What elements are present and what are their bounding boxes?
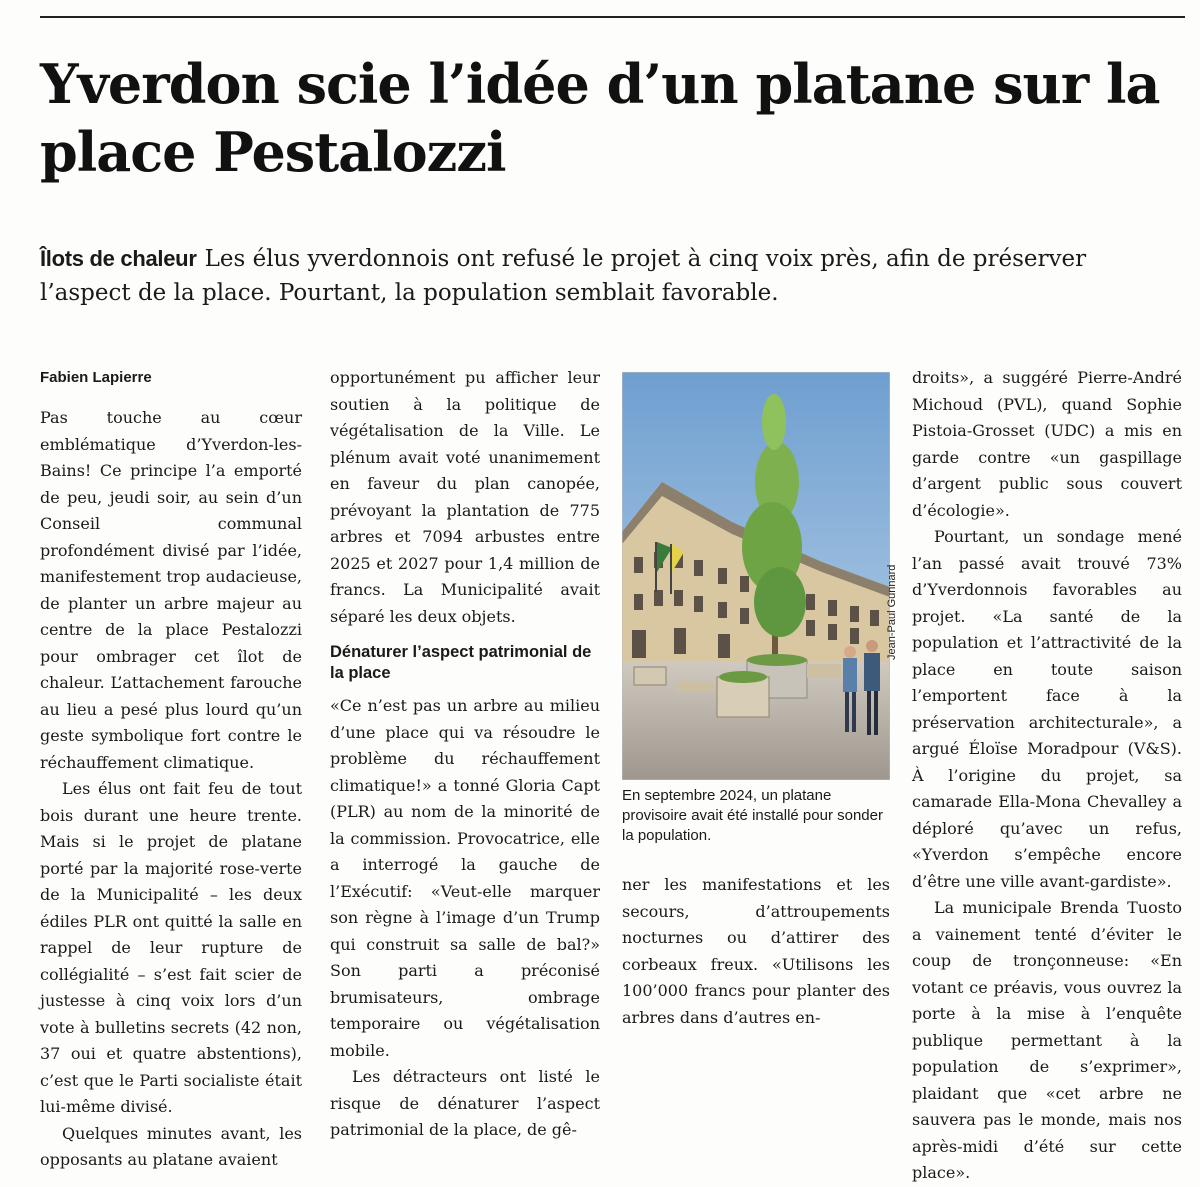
paragraph: Pas touche au cœur emblématique d’Yverdon-les-Bains! Ce principe l’a emporté de peu, jeudi soir, au sein d’un Conseil communal profondément divisé par l’idée, manifestement trop audacieuse, de planter un arbre majeur au centre de la place Pestalozzi pour ombrager cet îlot de chaleur. L’attachement farouche au lieu a pesé plus lourd qu’un geste symbolique fort contre le réchauffement climatique. — [40, 408, 302, 772]
paragraph: opportunément pu afficher leur soutien à la politique de végétalisation de la Ville. Le plénum avait voté unanimement en faveur du plan canopée, prévoyant la plantation de 775 arbres et 7094 arbustes entre 2025 et 2027 pour 1,4 million de francs. La Municipalité avait séparé les deux objets. — [330, 368, 600, 626]
paragraph: Quelques minutes avant, les opposants au platane avaient — [40, 1123, 302, 1169]
kicker: Îlots de chaleur — [40, 246, 197, 271]
byline: Fabien Lapierre — [40, 369, 152, 386]
paragraph: «Ce n’est pas un arbre au milieu d’une place qui va résoudre le problème du réchauffement climatique!» a tonné Gloria Capt (PLR) au nom de la minorité de la commission. Provocatrice, elle a interrogé la gauche de l’Exécutif: «Veut-elle marquer son règne à l’image d’un Trump qui construit sa salle de bal?» Son parti a préconisé brumisateurs, ombrage temporaire ou végétalisation mobile. — [330, 696, 600, 1060]
headline: Yverdon scie l’idée d’un platane sur la place Pestalozzi — [40, 52, 1160, 184]
paragraph: Les détracteurs ont listé le risque de dénaturer l’aspect patrimonial de la place, de gê- — [330, 1067, 600, 1139]
paragraph: ner les manifestations et les secours, d’attroupements nocturnes ou d’attirer des corbeaux freux. «Utilisons les 100’000 francs pour planter des arbres dans d’autres en- — [622, 875, 890, 1027]
deck — [40, 242, 1180, 310]
column-2 — [330, 365, 600, 1144]
subheading: Dénaturer l’aspect patrimonial de la place — [330, 643, 592, 682]
column-3 — [622, 872, 890, 1031]
paragraph: Pourtant, un sondage mené l’an passé avait trouvé 73% d’Yverdonnois favorables au projet. «La santé de la population et l’attractivité de la place en toute saison l’emportent face à la préservation architecturale», a argué Éloïse Moradpour (V&S). À l’origine du projet, sa camarade Ella-Mona Chevalley a déploré qu’avec un refus, «Yverdon s’empêche encore d’être une ville avant-gardiste». — [912, 527, 1182, 891]
column-1 — [40, 365, 302, 1174]
photo-credit: Jean-Paul Gunnard — [886, 564, 898, 660]
article-photo — [622, 372, 890, 780]
paragraph: La municipale Brenda Tuosto a vainement tenté d’éviter le coup de tronçonneuse: «En votant ce préavis, vous ouvrez la porte à la mise à l’enquête publique permettant à la population de s’exprimer», plaidant que «cet arbre ne sauvera pas le monde, mais nos après-midi d’été sur cette place». — [912, 898, 1182, 1182]
photo-caption: En septembre 2024, un platane provisoire avait été installé pour sonder la population. — [622, 787, 883, 844]
deck-text: Les élus yverdonnois ont refusé le projet à cinq voix près, afin de préserver l’aspect de la place. Pourtant, la population semblait favorable. — [40, 246, 1087, 306]
paragraph: Les élus ont fait feu de tout bois durant une heure trente. Mais si le projet de platane porté par la majorité rose-verte de la Municipalité – les deux édiles PLR ont quitté la salle en rappel de leur rupture de collégialité – s’est fait scier de justesse à cinq voix lors d’un vote à bulletins secrets (42 non, 37 oui et quatre abstentions), c’est que le Parti socialiste était lui-même divisé. — [40, 779, 302, 1116]
column-4 — [912, 365, 1182, 1187]
paragraph: droits», a suggéré Pierre-André Michoud (PVL), quand Sophie Pistoia-Grosset (UDC) a mis en garde contre «un gaspillage d’argent public sous couvert d’écologie». — [912, 368, 1182, 520]
top-rule — [40, 16, 1185, 18]
